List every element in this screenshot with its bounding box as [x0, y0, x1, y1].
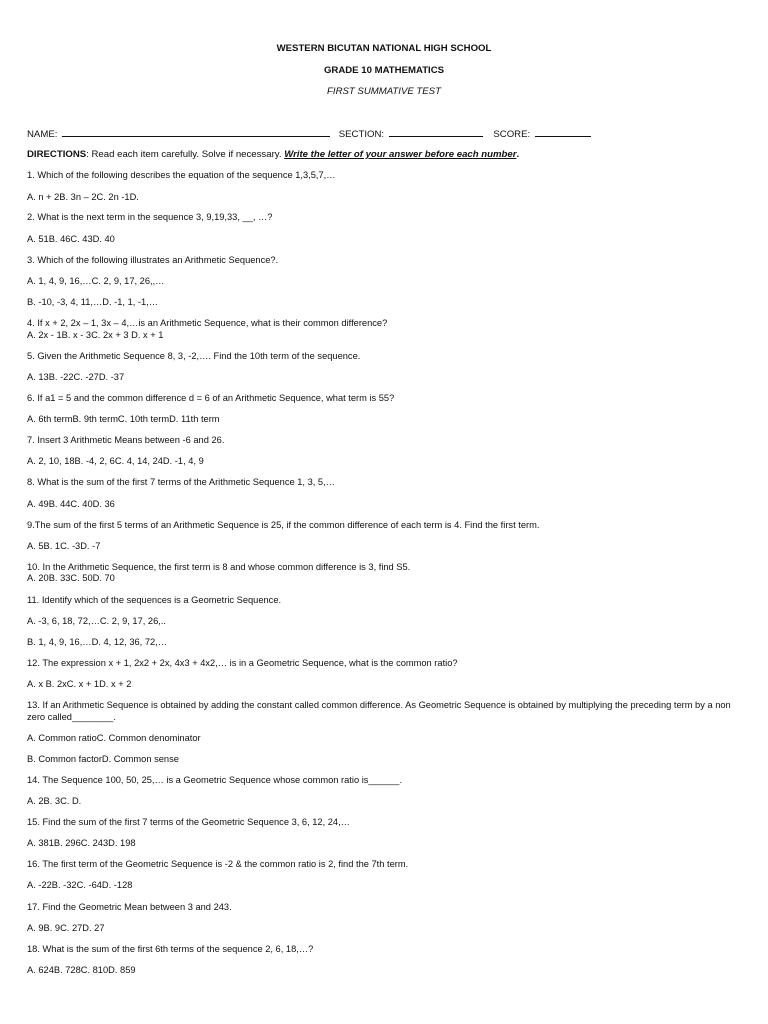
question-16: 16. The first term of the Geometric Sequence is -2 & the common ratio is 2, find the 7th term. [27, 859, 409, 869]
choices-6: A. 6th termB. 9th termC. 10th termD. 11th term [27, 414, 220, 424]
choices-17: A. 9B. 9C. 27D. 27 [27, 923, 105, 933]
choices-9: A. 5B. 1C. -3D. -7 [27, 541, 101, 551]
choices-5: A. 13B. -22C. -27D. -37 [27, 372, 125, 382]
choices-8: A. 49B. 44C. 40D. 36 [27, 499, 115, 509]
directions [27, 149, 519, 161]
choices-4: A. 2x - 1B. x - 3C. 2x + 3 D. x + 1 [27, 330, 164, 340]
question-3: 3. Which of the following illustrates an Arithmetic Sequence?. [27, 255, 279, 265]
test-title: FIRST SUMMATIVE TEST [327, 86, 441, 97]
question-10: 10. In the Arithmetic Sequence, the first term is 8 and whose common difference is 3, find S5. [27, 562, 411, 572]
choices-2: A. 51B. 46C. 43D. 40 [27, 234, 115, 244]
score-label: SCORE: [493, 129, 531, 140]
name-label: NAME: [27, 129, 58, 140]
question-14: 14. The Sequence 100, 50, 25,… is a Geometric Sequence whose common ratio is______. [27, 775, 403, 785]
directions-label: DIRECTIONS [27, 149, 87, 160]
question-4: 4. If x + 2, 2x – 1, 3x – 4,…is an Arithmetic Sequence, what is their common difference? [27, 318, 388, 328]
question-11: 11. Identify which of the sequences is a Geometric Sequence. [27, 595, 282, 605]
choices-3b: B. -10, -3, 4, 11,…D. -1, 1, -1,… [27, 297, 159, 307]
choices-14: A. 2B. 3C. D. [27, 796, 82, 806]
choices-11b: B. 1, 4, 9, 16,…D. 4, 12, 36, 72,… [27, 637, 168, 647]
choices-11a: A. -3, 6, 18, 72,…C. 2, 9, 17, 26,.. [27, 616, 167, 626]
choices-12: A. x B. 2xC. x + 1D. x + 2 [27, 679, 132, 689]
section-blank [389, 127, 483, 137]
choices-13a: A. Common ratioC. Common denominator [27, 733, 201, 743]
question-18: 18. What is the sum of the first 6th terms of the sequence 2, 6, 18,…? [27, 944, 314, 954]
directions-end: . [516, 149, 520, 160]
subject-title: GRADE 10 MATHEMATICS [323, 65, 445, 76]
student-info-row [27, 127, 591, 141]
question-6: 6. If a1 = 5 and the common difference d = 6 of an Arithmetic Sequence, what term is 55? [27, 393, 395, 403]
question-8: 8. What is the sum of the first 7 terms of the Arithmetic Sequence 1, 3, 5,… [27, 477, 335, 487]
section-label: SECTION: [338, 129, 385, 140]
choices-1: A. n + 2B. 3n – 2C. 2n -1D. [27, 192, 139, 202]
directions-text: : Read each item carefully. Solve if necessary. [86, 149, 285, 160]
choices-13b: B. Common factorD. Common sense [27, 754, 179, 764]
name-blank [62, 127, 330, 137]
question-5: 5. Given the Arithmetic Sequence 8, 3, -2,…. Find the 10th term of the sequence. [27, 351, 361, 361]
question-7: 7. Insert 3 Arithmetic Means between -6 and 26. [27, 435, 225, 445]
school-name: WESTERN BICUTAN NATIONAL HIGH SCHOOL [276, 43, 492, 54]
choices-3a: A. 1, 4, 9, 16,…C. 2, 9, 17, 26,,… [27, 276, 165, 286]
question-15: 15. Find the sum of the first 7 terms of the Geometric Sequence 3, 6, 12, 24,… [27, 817, 350, 827]
directions-emphasis: Write the letter of your answer before each number [284, 149, 517, 160]
question-9: 9.The sum of the first 5 terms of an Arithmetic Sequence is 25, if the common difference of each term is 4. Find the first term. [27, 520, 540, 530]
question-1: 1. Which of the following describes the equation of the sequence 1,3,5,7,… [27, 170, 336, 180]
question-17: 17. Find the Geometric Mean between 3 and 243. [27, 902, 232, 912]
score-blank [535, 127, 591, 137]
question-13: 13. If an Arithmetic Sequence is obtained by adding the constant called common difference. As Geometric Sequence is obtained by multiplying the preceding term by a non zero called________. [27, 700, 731, 722]
choices-7: A. 2, 10, 18B. -4, 2, 6C. 4, 14, 24D. -1, 4, 9 [27, 456, 204, 466]
choices-15: A. 381B. 296C. 243D. 198 [27, 838, 136, 848]
choices-10: A. 20B. 33C. 50D. 70 [27, 573, 115, 583]
question-12: 12. The expression x + 1, 2x2 + 2x, 4x3 + 4x2,… is in a Geometric Sequence, what is the common ratio? [27, 658, 458, 668]
question-2: 2. What is the next term in the sequence 3, 9,19,33, __, …? [27, 212, 273, 222]
choices-16: A. -22B. -32C. -64D. -128 [27, 880, 133, 890]
choices-18: A. 624B. 728C. 810D. 859 [27, 965, 136, 975]
